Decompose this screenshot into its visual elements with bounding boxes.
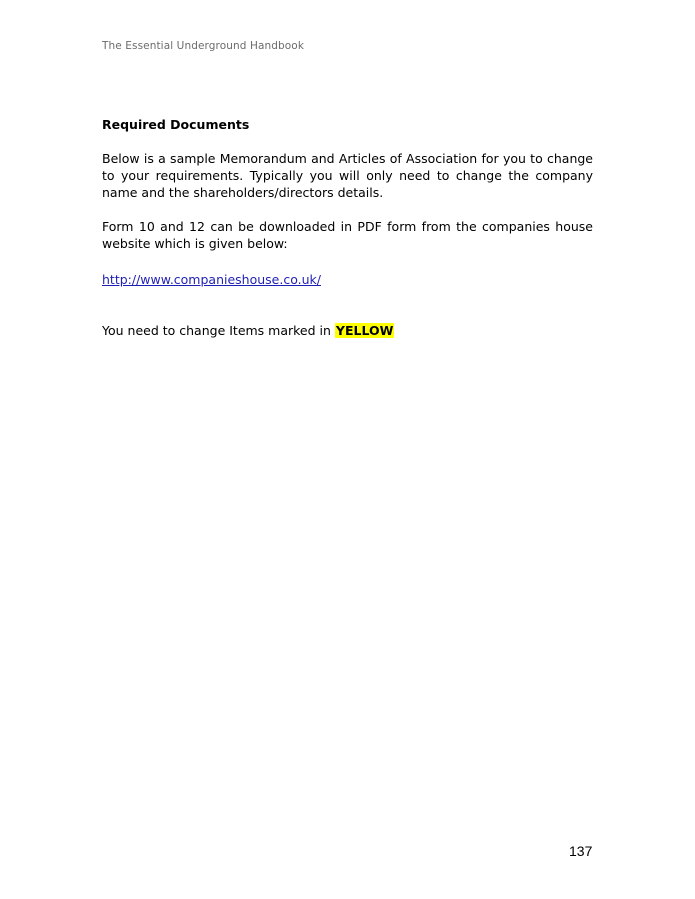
yellow-highlight: YELLOW (335, 323, 394, 338)
companies-house-link[interactable]: http://www.companieshouse.co.uk/ (102, 272, 321, 287)
running-header: The Essential Underground Handbook (102, 40, 305, 52)
yellow-note (102, 322, 593, 339)
forms-paragraph: Form 10 and 12 can be downloaded in PDF form from the companies house website which is given below: (102, 219, 593, 251)
page-number: 137 (569, 843, 593, 859)
page-content (102, 116, 593, 339)
note-text: You need to change Items marked in (102, 323, 335, 338)
intro-paragraph: Below is a sample Memorandum and Articles of Association for you to change to your requirements. Typically you will only need to change the company name and the shareholders/directors details. (102, 151, 593, 200)
section-heading: Required Documents (102, 117, 250, 132)
